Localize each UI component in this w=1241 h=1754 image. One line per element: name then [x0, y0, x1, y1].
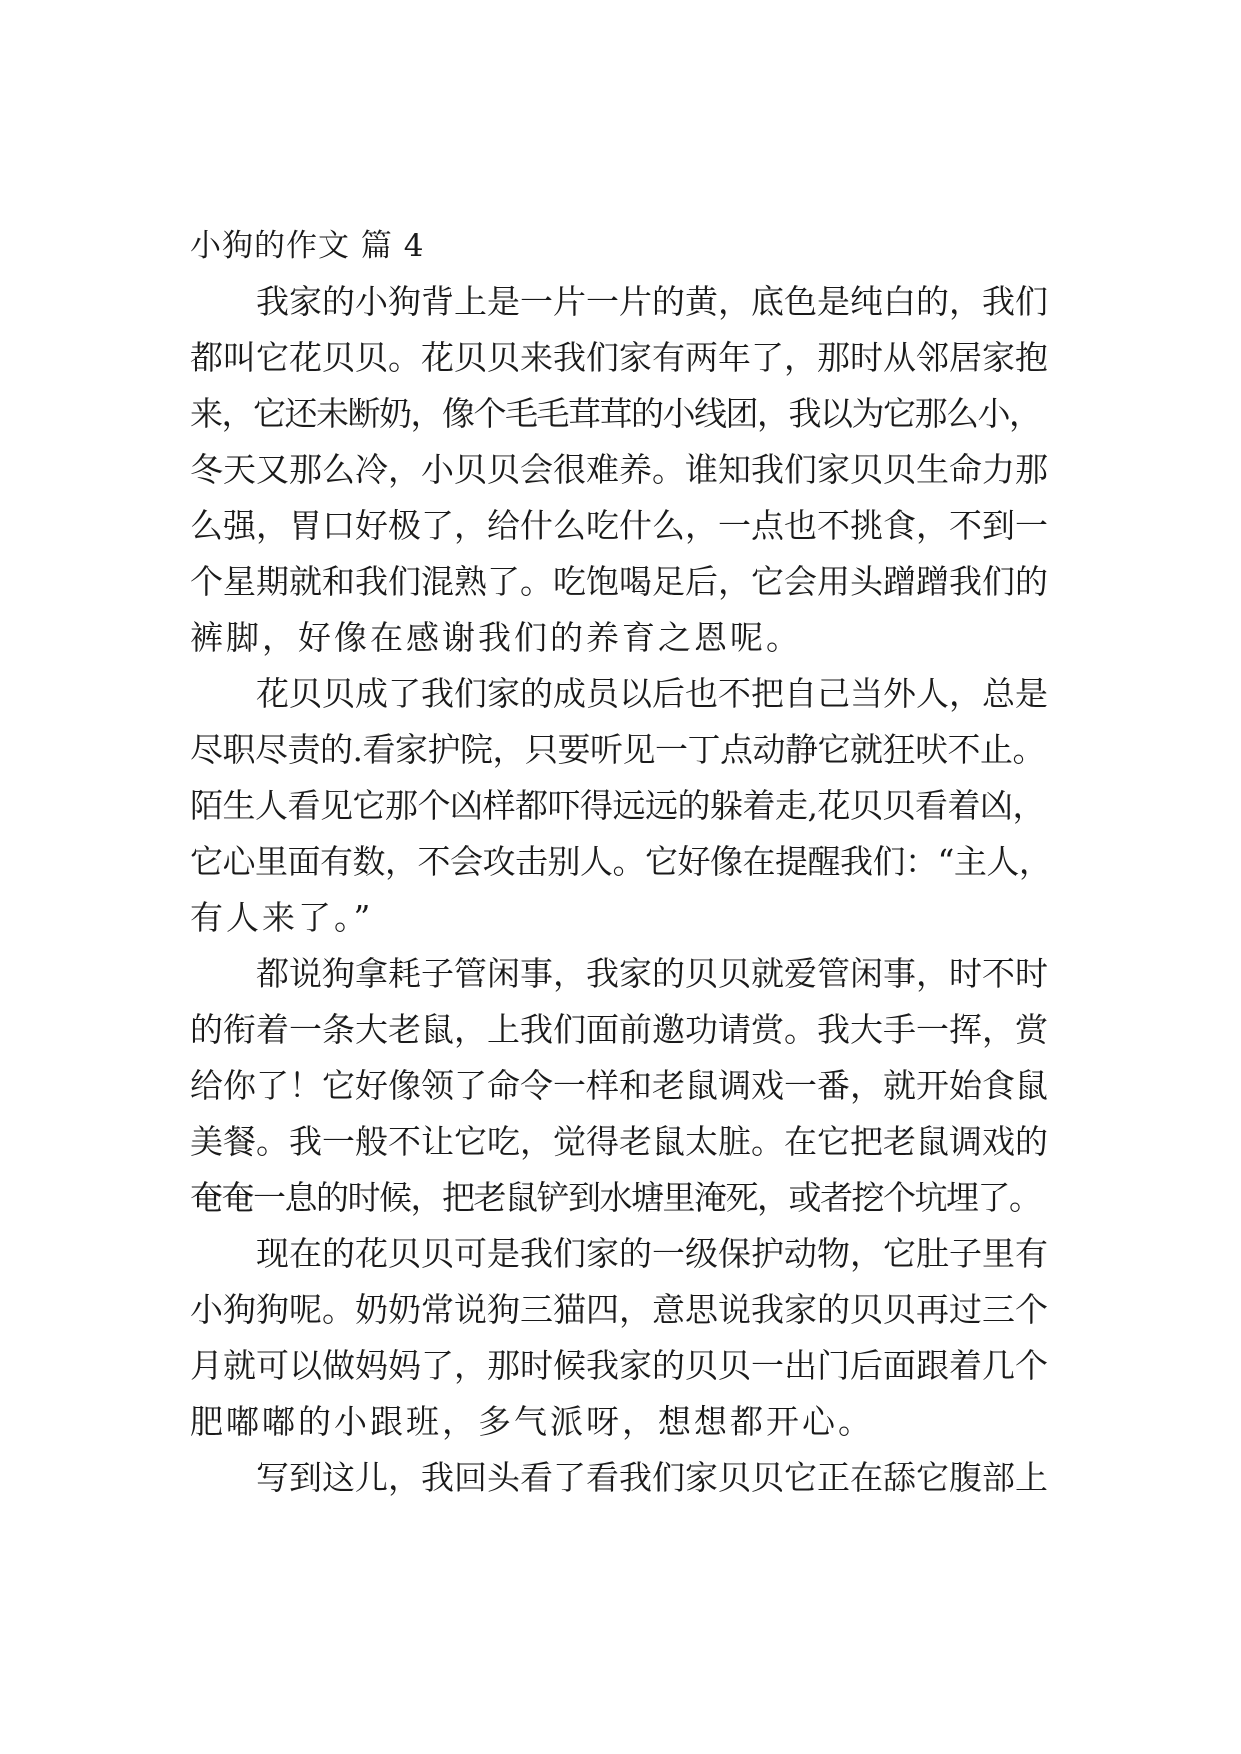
paragraph-line: 尽职尽责的.看家护院，只要听见一丁点动静它就狂吠不止。	[190, 730, 1045, 769]
paragraph-line: 么强，胃口好极了，给什么吃什么，一点也不挑食，不到一	[190, 506, 1048, 545]
paragraph-1	[190, 274, 1052, 666]
paragraph-line: 冬天又那么冷，小贝贝会很难养。谁知我们家贝贝生命力那	[190, 450, 1048, 489]
paragraph-line: 给你了！它好像领了命令一样和老鼠调戏一番，就开始食鼠	[190, 1066, 1048, 1105]
paragraph-line: 来，它还未断奶，像个毛毛茸茸的小线团，我以为它那么小，	[190, 394, 1041, 433]
paragraph-line: 奄奄一息的时候，把老鼠铲到水塘里淹死，或者挖个坑埋了。	[190, 1178, 1041, 1217]
paragraph-line: 月就可以做妈妈了，那时候我家的贝贝一出门后面跟着几个	[190, 1346, 1048, 1385]
paragraph-line: 陌生人看见它那个凶样都吓得远远的躲着走,花贝贝看着凶，	[190, 786, 1045, 825]
paragraph-line: 写到这儿，我回头看了看我们家贝贝它正在舔它腹部上	[256, 1458, 1048, 1497]
document-body	[190, 218, 1052, 1506]
paragraph-line: 肥嘟嘟的小跟班，多气派呀，想想都开心。	[190, 1402, 874, 1441]
paragraph-5	[190, 1450, 1052, 1506]
paragraph-line: 的衔着一条大老鼠，上我们面前邀功请赏。我大手一挥，赏	[190, 1010, 1048, 1049]
document-title: 小狗的作文 篇 4	[190, 228, 425, 264]
paragraph-line: 个星期就和我们混熟了。吃饱喝足后，它会用头蹭蹭我们的	[190, 562, 1048, 601]
paragraph-2	[190, 666, 1052, 946]
paragraph-line: 现在的花贝贝可是我们家的一级保护动物，它肚子里有	[256, 1234, 1048, 1273]
paragraph-line: 美餐。我一般不让它吃，觉得老鼠太脏。在它把老鼠调戏的	[190, 1122, 1048, 1161]
paragraph-line: 我家的小狗背上是一片一片的黄，底色是纯白的，我们	[256, 282, 1048, 321]
paragraph-4	[190, 1226, 1052, 1450]
paragraph-3	[190, 946, 1052, 1226]
paragraph-line: 小狗狗呢。奶奶常说狗三猫四，意思说我家的贝贝再过三个	[190, 1290, 1048, 1329]
paragraph-line: 它心里面有数，不会攻击别人。它好像在提醒我们：“主人，	[190, 842, 1052, 881]
paragraph-line: 都说狗拿耗子管闲事，我家的贝贝就爱管闲事，时不时	[256, 954, 1048, 993]
paragraph-line: 有人来了。”	[190, 898, 374, 937]
paragraph-line: 裤脚，好像在感谢我们的养育之恩呢。	[190, 618, 802, 657]
paragraph-line: 都叫它花贝贝。花贝贝来我们家有两年了，那时从邻居家抱	[190, 338, 1048, 377]
paragraph-line: 花贝贝成了我们家的成员以后也不把自己当外人，总是	[256, 674, 1048, 713]
